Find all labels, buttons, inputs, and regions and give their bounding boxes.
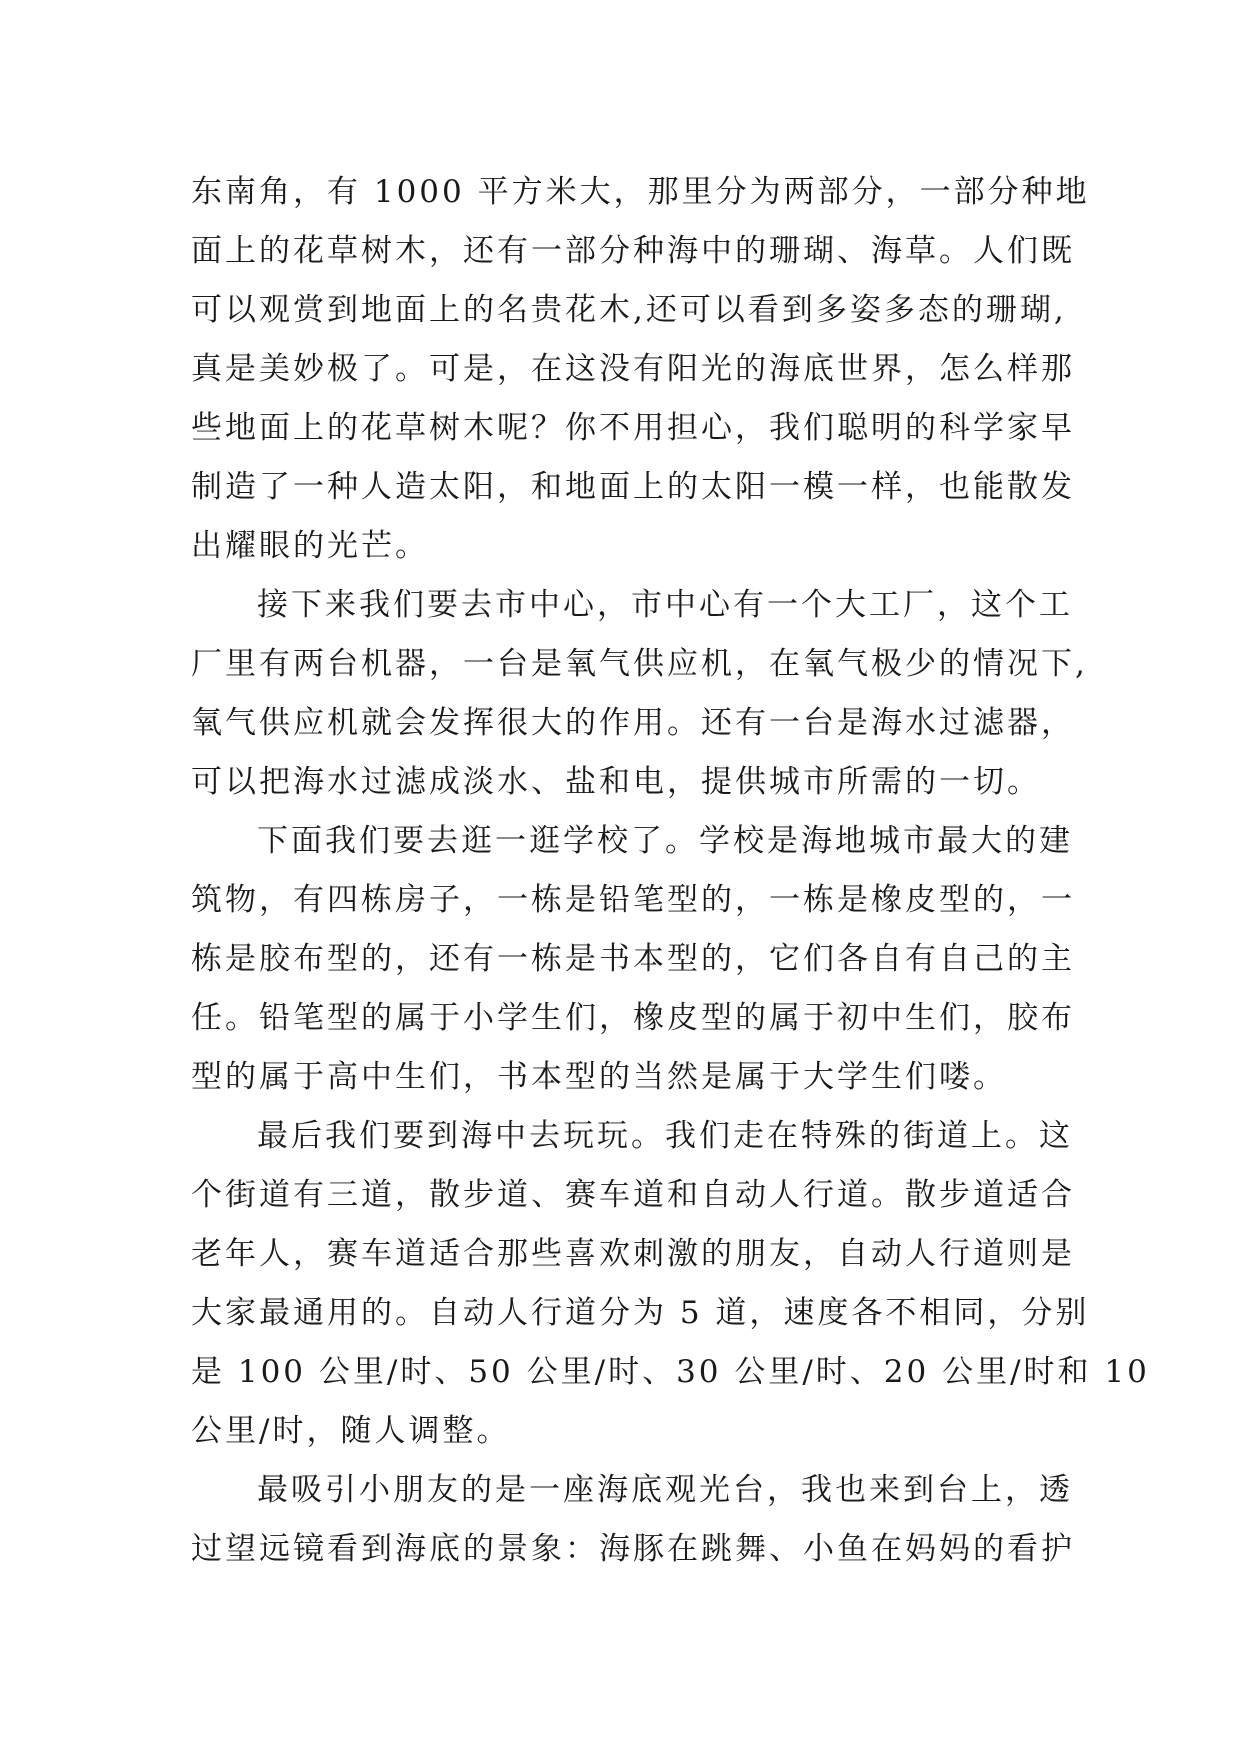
paragraph: [191, 576, 1088, 812]
text-line: 厂里有两台机器，一台是氧气供应机，在氧气极少的情况下,: [191, 646, 1088, 682]
text-line: 出耀眼的光芒。: [191, 528, 429, 564]
text-line: 可以观赏到地面上的名贵花木,还可以看到多姿多态的珊瑚,: [191, 292, 1067, 328]
text-line: 个街道有三道，散步道、赛车道和自动人行道。散步道适合: [191, 1177, 1075, 1213]
text-line: 大家最通用的。自动人行道分为 5 道，速度各不相同，分别: [191, 1295, 1090, 1331]
text-line: 筑物，有四栋房子，一栋是铅笔型的，一栋是橡皮型的，一: [191, 882, 1075, 918]
text-line: 真是美妙极了。可是，在这没有阳光的海底世界，怎么样那: [191, 351, 1075, 387]
text-line: 过望远镜看到海底的景象：海豚在跳舞、小鱼在妈妈的看护: [191, 1531, 1075, 1567]
text-line: 公里/时，随人调整。: [191, 1413, 511, 1449]
paragraph: [191, 812, 1075, 1107]
text-line: 栋是胶布型的，还有一栋是书本型的，它们各自有自己的主: [191, 941, 1075, 977]
text-line: 面上的花草树木，还有一部分种海中的珊瑚、海草。人们既: [191, 233, 1075, 269]
text-line: 接下来我们要去市中心，市中心有一个大工厂，这个工: [257, 587, 1073, 623]
paragraph: [191, 1107, 1150, 1461]
text-line: 是 100 公里/时、50 公里/时、30 公里/时、20 公里/时和 10: [191, 1354, 1150, 1390]
paragraph: [191, 1461, 1075, 1579]
text-line: 任。铅笔型的属于小学生们，橡皮型的属于初中生们，胶布: [191, 1000, 1075, 1036]
text-line: 最后我们要到海中去玩玩。我们走在特殊的街道上。这: [257, 1118, 1073, 1154]
text-line: 型的属于高中生们，书本型的当然是属于大学生们喽。: [191, 1059, 1007, 1095]
text-line: 老年人，赛车道适合那些喜欢刺激的朋友，自动人行道则是: [191, 1236, 1075, 1272]
text-line: 最吸引小朋友的是一座海底观光台，我也来到台上，透: [257, 1472, 1073, 1508]
text-line: 东南角，有 1000 平方米大，那里分为两部分，一部分种地: [191, 174, 1090, 210]
text-line: 可以把海水过滤成淡水、盐和电，提供城市所需的一切。: [191, 764, 1041, 800]
document-body: [191, 163, 1150, 1579]
paragraph: [191, 163, 1090, 576]
text-line: 制造了一种人造太阳，和地面上的太阳一模一样，也能散发: [191, 469, 1075, 505]
text-line: 些地面上的花草树木呢？你不用担心，我们聪明的科学家早: [191, 410, 1075, 446]
text-line: 氧气供应机就会发挥很大的作用。还有一台是海水过滤器，: [191, 705, 1075, 741]
text-line: 下面我们要去逛一逛学校了。学校是海地城市最大的建: [257, 823, 1073, 859]
